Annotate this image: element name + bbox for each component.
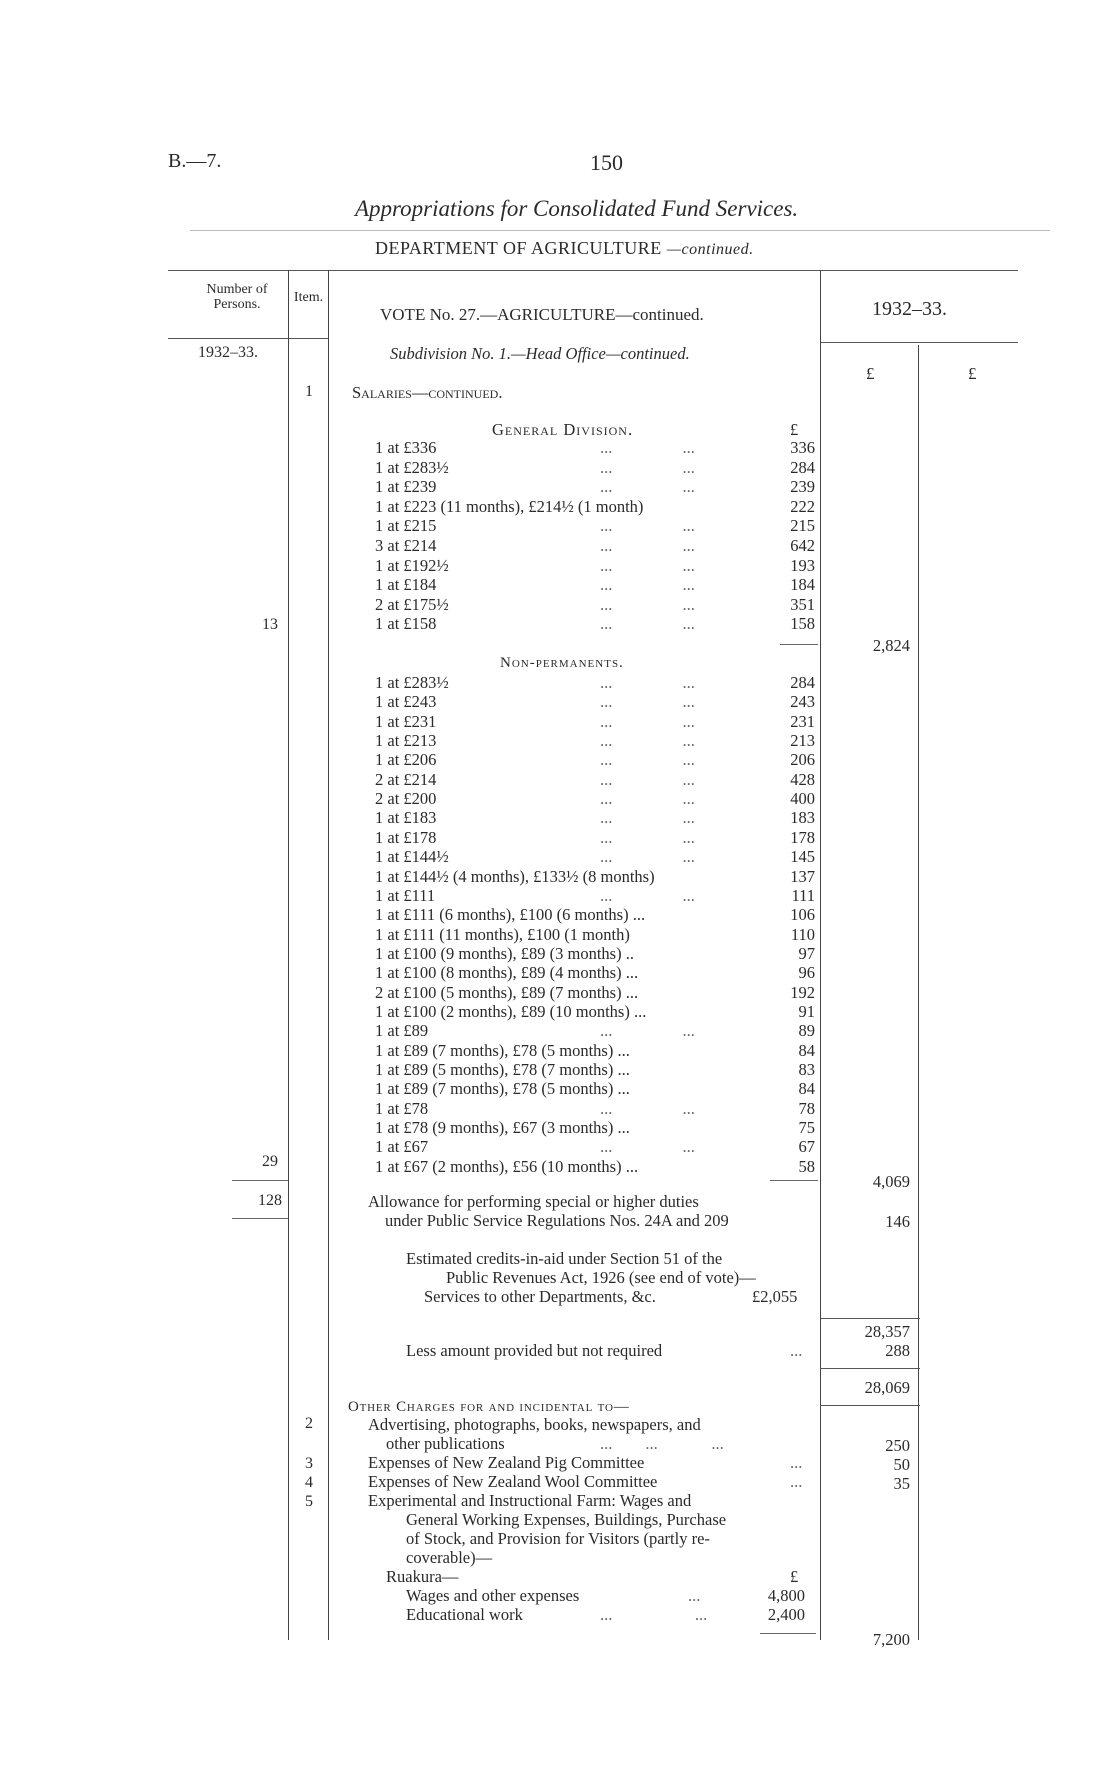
pound-sign-col2: £ <box>968 364 977 383</box>
salary-line-description: 1 at £89 (5 months), £78 (7 months) ... <box>375 1060 630 1079</box>
salary-line-description: 1 at £213 <box>375 731 437 751</box>
leader-dots: ... ... <box>600 536 695 555</box>
other-charges-heading: Other Charges for and incidental to— <box>348 1399 630 1415</box>
subtotal-amount: 28,357 <box>864 1322 910 1341</box>
salary-line-description: 1 at £78 <box>375 1098 429 1118</box>
total-persons-rule <box>232 1218 288 1219</box>
salary-line-amount: 89 <box>798 1021 815 1041</box>
salary-line-description: 1 at £223 (11 months), £214½ (1 month) <box>375 496 644 516</box>
salary-line-description: 1 at £100 (9 months), £89 (3 months) .. <box>375 943 634 963</box>
total-persons: 128 <box>258 1192 282 1209</box>
salary-line-description: 1 at £215 <box>375 516 437 536</box>
year-column-header: 1932–33. <box>872 298 947 320</box>
subdivision-heading: Subdivision No. 1.—Head Office—continued. <box>390 344 690 363</box>
salary-line-description: 1 at £67 <box>375 1137 429 1157</box>
year-left-label: 1932–33. <box>198 344 258 361</box>
item-4-text: Expenses of New Zealand Wool Committee <box>368 1472 658 1491</box>
nonperm-subtotal-rule <box>770 1180 818 1181</box>
salary-line-amount: 137 <box>790 866 815 886</box>
salary-line-description: 1 at £184 <box>375 575 437 595</box>
less-amount-value: 288 <box>885 1341 910 1360</box>
leader-dots: ... ... <box>600 885 695 905</box>
salary-line-description: 2 at £100 (5 months), £89 (7 months) ... <box>375 982 639 1002</box>
item-number-1: 1 <box>305 383 313 400</box>
page-number: 150 <box>590 150 623 175</box>
allowance-amount: 146 <box>885 1212 910 1231</box>
leader-dots: ... ... <box>600 555 695 575</box>
item-3-text: Expenses of New Zealand Pig Committee <box>368 1453 645 1472</box>
item-5-line-1: Experimental and Instructional Farm: Wages and <box>368 1491 692 1510</box>
salary-line-amount: 106 <box>790 905 815 925</box>
nonperm-persons-rule <box>232 1180 288 1181</box>
item-3-amount: 50 <box>893 1455 910 1474</box>
item-column-header: Item. <box>293 290 324 305</box>
educational-amount: 2,400 <box>767 1605 805 1624</box>
salary-line-amount: 193 <box>790 555 815 575</box>
leader-dots: ... ... <box>600 847 695 867</box>
salary-line-description: 1 at £336 <box>375 438 437 457</box>
salary-line-amount: 83 <box>798 1060 815 1079</box>
general-subtotal-rule <box>780 644 818 645</box>
salary-line-amount: 96 <box>798 963 815 983</box>
general-pound-sign: £ <box>790 420 799 439</box>
item-2-line-2: other publications <box>386 1434 505 1453</box>
salary-line-amount: 284 <box>790 457 815 477</box>
salary-line-amount: 67 <box>798 1137 815 1157</box>
ruakura-pound-sign: £ <box>790 1567 799 1586</box>
salary-line-amount: 97 <box>798 943 815 963</box>
net-amount: 28,069 <box>864 1378 910 1397</box>
salary-line-description: 1 at £158 <box>375 614 437 634</box>
salary-line-amount: 192 <box>790 982 815 1002</box>
leader-dots: ... ... <box>600 692 695 712</box>
salaries-heading: Salaries—continued. <box>352 383 503 402</box>
leader-dots: ... ... <box>600 516 695 536</box>
salary-line-amount: 178 <box>790 827 815 847</box>
salary-line-description: 1 at £111 <box>375 885 436 905</box>
net-rule-top <box>820 1368 920 1369</box>
educational-label: Educational work <box>406 1605 523 1624</box>
wages-label: Wages and other expenses <box>406 1586 580 1605</box>
wages-amount: 4,800 <box>767 1586 805 1605</box>
header-bottom-rule-left <box>168 338 328 339</box>
less-amount-dots: ... <box>790 1341 803 1360</box>
salary-line-description: 2 at £200 <box>375 789 437 809</box>
salary-line-amount: 642 <box>790 536 815 555</box>
nonperm-total: 4,069 <box>872 1172 910 1191</box>
item-5-subtotal-rule <box>760 1633 816 1634</box>
salary-line-amount: 239 <box>790 477 815 497</box>
leader-dots: ... ... <box>600 1021 695 1041</box>
salary-line-description: 3 at £214 <box>375 536 437 555</box>
salary-line-amount: 336 <box>790 438 815 457</box>
leader-dots: ... ... <box>600 789 695 809</box>
salary-line-amount: 145 <box>790 847 815 867</box>
leader-dots: ... ... <box>600 750 695 770</box>
salary-line-amount: 184 <box>790 575 815 595</box>
leader-dots: ... ... <box>600 808 695 828</box>
salary-line-amount: 158 <box>790 614 815 634</box>
item-number-4: 4 <box>305 1474 313 1491</box>
leader-dots: ... ... <box>600 614 695 634</box>
item-3-dots: ... <box>790 1453 803 1472</box>
year-subcolumn-divider <box>918 345 919 1640</box>
salary-line-amount: 84 <box>798 1079 815 1099</box>
salary-line-amount: 75 <box>798 1118 815 1138</box>
salary-line-amount: 400 <box>790 789 815 809</box>
leader-dots: ... ... <box>600 731 695 751</box>
leader-dots: ... ... <box>600 477 695 497</box>
ruakura-label: Ruakura— <box>386 1567 459 1586</box>
vote-heading: VOTE No. 27.—AGRICULTURE—continued. <box>380 305 704 324</box>
net-rule-bottom <box>820 1405 920 1406</box>
document-reference: B.—7. <box>168 150 222 172</box>
salary-line-amount: 222 <box>790 496 815 516</box>
department-heading <box>375 238 754 259</box>
non-permanents-heading: Non-permanents. <box>500 655 624 671</box>
nonperm-persons-count: 29 <box>262 1153 278 1170</box>
salary-line-description: 2 at £214 <box>375 769 437 789</box>
salary-line-description: 1 at £239 <box>375 477 437 497</box>
item-number-5: 5 <box>305 1493 313 1510</box>
item-5-line-3: of Stock, and Provision for Visitors (partly re- <box>406 1529 710 1548</box>
salary-line-amount: 213 <box>790 731 815 751</box>
salary-line-description: 1 at £100 (2 months), £89 (10 months) ... <box>375 1001 647 1021</box>
department-name: DEPARTMENT OF AGRICULTURE <box>375 238 662 258</box>
leader-dots: ... ... <box>600 1137 695 1157</box>
amount-column-divider <box>820 270 821 1640</box>
salary-line-amount: 206 <box>790 750 815 770</box>
credits-line-3: Services to other Departments, &c. <box>424 1287 656 1306</box>
salary-line-amount: 284 <box>790 673 815 692</box>
item-5-line-2: General Working Expenses, Buildings, Purchase <box>406 1510 727 1529</box>
educational-dots: ... ... <box>600 1605 708 1624</box>
salary-line-amount: 78 <box>798 1098 815 1118</box>
salary-line-description: 1 at £144½ <box>375 847 449 867</box>
item-4-dots: ... <box>790 1472 803 1491</box>
salary-line-description: 1 at £111 (6 months), £100 (6 months) ... <box>375 905 646 925</box>
general-division-heading: General Division. <box>492 420 634 439</box>
leader-dots: ... ... <box>600 827 695 847</box>
leader-dots: ... ... <box>600 575 695 595</box>
leader-dots: ... ... <box>600 673 695 692</box>
persons-column-divider <box>288 270 289 1640</box>
salary-line-amount: 84 <box>798 1040 815 1060</box>
salary-line-description: 1 at £283½ <box>375 673 449 692</box>
table-top-rule <box>168 270 1018 271</box>
leader-dots: ... ... <box>600 711 695 731</box>
less-amount-label: Less amount provided but not required <box>406 1341 663 1360</box>
leader-dots: ... ... <box>600 769 695 789</box>
salary-line-amount: 58 <box>798 1156 815 1176</box>
item-column-divider <box>328 270 329 1640</box>
salary-line-description: 1 at £144½ (4 months), £133½ (8 months) <box>375 866 655 886</box>
leader-dots: ... ... <box>600 594 695 614</box>
salary-line-amount: 243 <box>790 692 815 712</box>
salary-line-description: 1 at £67 (2 months), £56 (10 months) ... <box>375 1156 639 1176</box>
salary-line-description: 1 at £89 (7 months), £78 (5 months) ... <box>375 1079 630 1099</box>
salary-line-amount: 231 <box>790 711 815 731</box>
salary-line-description: 2 at £175½ <box>375 594 449 614</box>
item-2-line-1: Advertising, photographs, books, newspapers, and <box>368 1415 701 1434</box>
salary-line-description: 1 at £206 <box>375 750 437 770</box>
header-bottom-rule-right <box>820 342 1018 343</box>
salary-line-amount: 351 <box>790 594 815 614</box>
item-number-2: 2 <box>305 1415 313 1432</box>
item-4-amount: 35 <box>893 1474 910 1493</box>
salary-line-description: 1 at £100 (8 months), £89 (4 months) ... <box>375 963 639 983</box>
item-5-total: 7,200 <box>872 1630 910 1649</box>
allowance-line-2: under Public Service Regulations Nos. 24A and 209 <box>385 1211 729 1230</box>
pound-sign-col1: £ <box>866 364 875 383</box>
leader-dots: ... ... <box>600 457 695 477</box>
credits-line-1: Estimated credits-in-aid under Section 51 of the <box>406 1249 723 1268</box>
credits-amount: £2,055 <box>752 1287 798 1306</box>
item-2-dots: ... ... ... <box>600 1434 724 1453</box>
general-total: 2,824 <box>872 636 910 655</box>
salary-line-description: 1 at £178 <box>375 827 437 847</box>
salary-line-description: 1 at £231 <box>375 711 437 731</box>
item-5-line-4: coverable)— <box>406 1548 493 1567</box>
department-continued: —continued. <box>666 241 754 258</box>
item-number-3: 3 <box>305 1455 313 1472</box>
credits-line-2: Public Revenues Act, 1926 (see end of vote)— <box>446 1268 756 1287</box>
salary-line-description: 1 at £192½ <box>375 555 449 575</box>
salary-line-amount: 215 <box>790 516 815 536</box>
salary-line-description: 1 at £89 (7 months), £78 (5 months) ... <box>375 1040 630 1060</box>
salary-line-amount: 111 <box>791 885 815 905</box>
title-rule <box>190 230 1050 231</box>
wages-dots: ... <box>688 1586 701 1605</box>
item-2-amount: 250 <box>885 1436 910 1455</box>
salary-line-description: 1 at £283½ <box>375 457 449 477</box>
subtotal-rule <box>820 1318 920 1319</box>
salary-line-description: 1 at £111 (11 months), £100 (1 month) <box>375 924 630 944</box>
salary-line-description: 1 at £243 <box>375 692 437 712</box>
salary-line-amount: 428 <box>790 769 815 789</box>
salary-line-amount: 91 <box>798 1001 815 1021</box>
salary-line-description: 1 at £78 (9 months), £67 (3 months) ... <box>375 1118 630 1138</box>
salary-line-description: 1 at £89 <box>375 1021 429 1041</box>
allowance-line-1: Allowance for performing special or higher duties <box>368 1192 699 1211</box>
leader-dots: ... ... <box>600 438 695 457</box>
persons-column-header: Number of Persons. <box>206 282 268 312</box>
general-persons-count: 13 <box>262 616 278 633</box>
salary-line-description: 1 at £183 <box>375 808 437 828</box>
salary-line-amount: 183 <box>790 808 815 828</box>
leader-dots: ... ... <box>600 1098 695 1118</box>
salary-line-amount: 110 <box>790 924 815 944</box>
page-title: Appropriations for Consolidated Fund Services. <box>355 196 799 221</box>
